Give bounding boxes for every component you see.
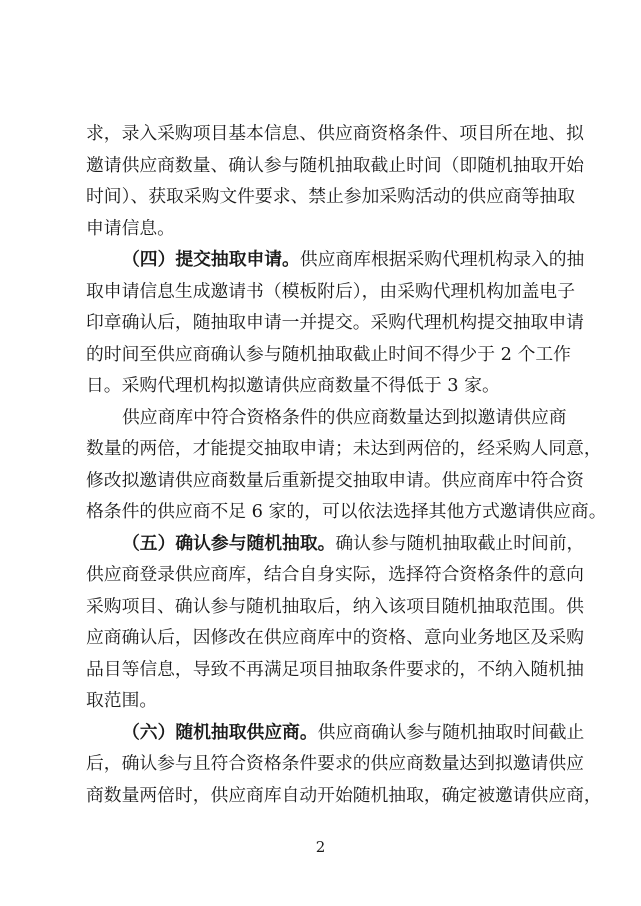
text-line: 邀请供应商数量、确认参与随机抽取截止时间（即随机抽取开始 <box>86 154 584 176</box>
paragraph-random-selection <box>86 717 602 812</box>
page-number: 2 <box>315 838 326 856</box>
text-line: 供应商登录供应商库，结合自身实际，选择符合资格条件的意向 <box>86 564 584 585</box>
paragraph-supplier-count <box>86 402 607 528</box>
text-line <box>86 244 585 276</box>
text-run: 确认参与随机抽取截止时间前， <box>335 532 585 554</box>
text-line: 取范围。 <box>86 690 158 711</box>
text-line: 格条件的供应商不足 6 家的，可以依法选择其他方式邀请供应商。 <box>86 501 607 522</box>
text-run: 供应商库根据采购代理机构录入的抽 <box>299 249 585 270</box>
text-line: 采购项目、确认参与随机抽取后，纳入该项目随机抽取范围。供 <box>86 595 584 617</box>
text-line <box>86 528 585 560</box>
paragraph-continued <box>86 118 584 244</box>
paragraph-confirm-participation <box>86 528 585 717</box>
section-heading-5: （五）确认参与随机抽取。 <box>122 532 336 554</box>
section-heading-4: （四）提交抽取申请。 <box>122 249 300 270</box>
document-body <box>86 118 607 811</box>
text-line: 求，录入采购项目基本信息、供应商资格条件、项目所在地、拟 <box>86 123 584 144</box>
text-line: 供应商库中符合资格条件的供应商数量达到拟邀请供应商 <box>122 406 567 428</box>
text-line <box>86 717 585 749</box>
text-line: 修改拟邀请供应商数量后重新提交抽取申请。供应商库中符合资 <box>86 469 584 491</box>
text-run: 供应商确认参与随机抽取时间截止 <box>317 721 585 743</box>
text-line: 印章确认后，随抽取申请一并提交。采购代理机构提交抽取申请 <box>86 312 584 333</box>
text-line: 申请信息。 <box>86 217 175 239</box>
text-line: 数量的两倍，才能提交抽取申请；未达到两倍的，经采购人同意， <box>86 438 602 459</box>
text-line: 日。采购代理机构拟邀请供应商数量不得低于 3 家。 <box>86 375 500 396</box>
text-line: 取申请信息生成邀请书（模板附后），由采购代理机构加盖电子 <box>86 280 575 302</box>
text-line: 的时间至供应商确认参与随机抽取截止时间不得少于 2 个工作 <box>86 343 571 365</box>
text-line: 品目等信息，导致不再满足项目抽取条件要求的，不纳入随机抽 <box>86 658 584 680</box>
text-line: 后，确认参与且符合资格条件要求的供应商数量达到拟邀请供应 <box>86 753 584 774</box>
paragraph-submit-request <box>86 244 585 402</box>
text-line: 商数量两倍时，供应商库自动开始随机抽取，确定被邀请供应商， <box>86 784 602 806</box>
text-line: 时间）、获取采购文件要求、禁止参加采购活动的供应商等抽取 <box>86 186 575 207</box>
section-heading-6: （六）随机抽取供应商。 <box>122 721 318 743</box>
text-line: 应商确认后，因修改在供应商库中的资格、意向业务地区及采购 <box>86 627 584 648</box>
